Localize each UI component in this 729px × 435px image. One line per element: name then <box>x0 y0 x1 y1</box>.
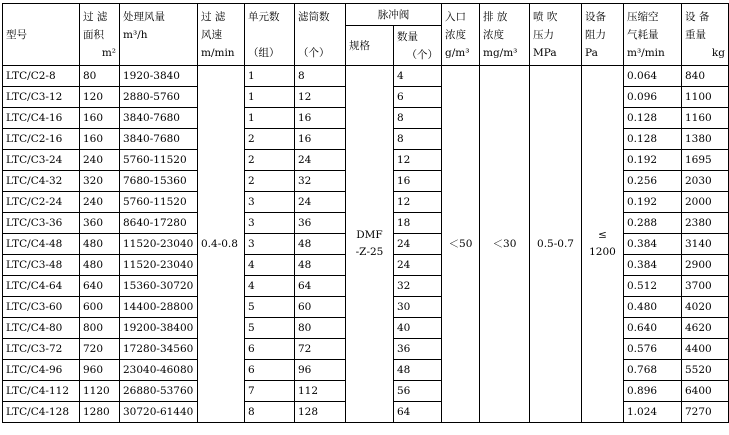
header-air-volume: 处理风量 m³/h <box>120 4 198 66</box>
cell-bags: 48 <box>295 234 346 255</box>
cell-air-consumption: 0.128 <box>624 129 682 150</box>
cell-pulse-qty: 24 <box>394 234 442 255</box>
cell-resistance: ≤ 1200 <box>582 66 624 423</box>
cell-air-volume: 3840-7680 <box>120 129 198 150</box>
cell-units: 3 <box>245 234 295 255</box>
cell-spray-pressure: 0.5-0.7 <box>530 66 582 423</box>
cell-weight: 1695 <box>682 150 729 171</box>
cell-air-consumption: 0.192 <box>624 192 682 213</box>
cell-weight: 3140 <box>682 234 729 255</box>
table-header <box>3 4 729 66</box>
cell-weight: 3700 <box>682 276 729 297</box>
cell-air-volume: 5760-11520 <box>120 192 198 213</box>
cell-air-volume: 8640-17280 <box>120 213 198 234</box>
cell-model: LTC/C4-80 <box>3 318 80 339</box>
cell-air-volume: 2880-5760 <box>120 87 198 108</box>
cell-pulse-qty: 56 <box>394 381 442 402</box>
cell-air-consumption: 0.192 <box>624 150 682 171</box>
cell-air-consumption: 0.064 <box>624 66 682 87</box>
cell-pulse-qty: 12 <box>394 192 442 213</box>
cell-bags: 16 <box>295 108 346 129</box>
cell-weight: 4400 <box>682 339 729 360</box>
cell-filter-area: 600 <box>80 297 120 318</box>
cell-air-consumption: 0.096 <box>624 87 682 108</box>
header-spray-pressure: 喷 吹 压力 MPa <box>530 4 582 66</box>
cell-filter-area: 1280 <box>80 402 120 423</box>
cell-air-volume: 11520-23040 <box>120 234 198 255</box>
cell-pulse-qty: 30 <box>394 297 442 318</box>
header-weight: 设 备 重量 kg <box>682 4 729 66</box>
header-resistance: 设备 阻力 Pa <box>582 4 624 66</box>
header-pulse-qty: 数量 （个） <box>394 26 442 66</box>
cell-filter-area: 160 <box>80 108 120 129</box>
cell-bags: 24 <box>295 192 346 213</box>
cell-model: LTC/C4-112 <box>3 381 80 402</box>
cell-weight: 6400 <box>682 381 729 402</box>
cell-units: 4 <box>245 255 295 276</box>
cell-filter-area: 720 <box>80 339 120 360</box>
cell-model: LTC/C4-96 <box>3 360 80 381</box>
cell-air-volume: 19200-38400 <box>120 318 198 339</box>
cell-units: 2 <box>245 171 295 192</box>
cell-filter-area: 240 <box>80 150 120 171</box>
cell-air-volume: 11520-23040 <box>120 255 198 276</box>
cell-bags: 16 <box>295 129 346 150</box>
cell-pulse-qty: 64 <box>394 402 442 423</box>
cell-units: 6 <box>245 360 295 381</box>
cell-model: LTC/C4-64 <box>3 276 80 297</box>
cell-air-volume: 15360-30720 <box>120 276 198 297</box>
cell-bags: 112 <box>295 381 346 402</box>
cell-pulse-qty: 16 <box>394 171 442 192</box>
cell-model: LTC/C2-24 <box>3 192 80 213</box>
cell-air-volume: 17280-34560 <box>120 339 198 360</box>
cell-air-volume: 14400-28800 <box>120 297 198 318</box>
cell-air-consumption: 0.480 <box>624 297 682 318</box>
cell-units: 1 <box>245 108 295 129</box>
cell-air-consumption: 0.896 <box>624 381 682 402</box>
cell-units: 6 <box>245 339 295 360</box>
cell-filter-area: 960 <box>80 360 120 381</box>
cell-model: LTC/C3-60 <box>3 297 80 318</box>
cell-bags: 72 <box>295 339 346 360</box>
cell-units: 3 <box>245 213 295 234</box>
cell-model: LTC/C3-12 <box>3 87 80 108</box>
cell-weight: 1100 <box>682 87 729 108</box>
cell-weight: 1380 <box>682 129 729 150</box>
cell-bags: 32 <box>295 171 346 192</box>
cell-weight: 2380 <box>682 213 729 234</box>
cell-bags: 64 <box>295 276 346 297</box>
cell-filter-speed: 0.4-0.8 <box>198 66 245 423</box>
cell-units: 7 <box>245 381 295 402</box>
cell-units: 4 <box>245 276 295 297</box>
cell-bags: 96 <box>295 360 346 381</box>
cell-air-volume: 5760-11520 <box>120 150 198 171</box>
cell-model: LTC/C2-16 <box>3 129 80 150</box>
header-air-consumption: 压缩空 气耗量 m³/min <box>624 4 682 66</box>
cell-air-consumption: 0.128 <box>624 108 682 129</box>
cell-air-consumption: 0.768 <box>624 360 682 381</box>
cell-air-consumption: 0.384 <box>624 255 682 276</box>
cell-units: 2 <box>245 150 295 171</box>
cell-units: 5 <box>245 318 295 339</box>
cell-units: 2 <box>245 129 295 150</box>
cell-units: 3 <box>245 192 295 213</box>
cell-air-consumption: 0.576 <box>624 339 682 360</box>
cell-weight: 2000 <box>682 192 729 213</box>
cell-pulse-qty: 48 <box>394 360 442 381</box>
cell-filter-area: 120 <box>80 87 120 108</box>
cell-air-volume: 26880-53760 <box>120 381 198 402</box>
cell-bags: 24 <box>295 150 346 171</box>
cell-air-consumption: 1.024 <box>624 402 682 423</box>
cell-pulse-qty: 12 <box>394 150 442 171</box>
cell-emission: ＜30 <box>480 66 530 423</box>
header-inlet: 入口 浓度 g/m³ <box>442 4 480 66</box>
cell-filter-area: 480 <box>80 255 120 276</box>
cell-air-volume: 23040-46080 <box>120 360 198 381</box>
cell-weight: 5520 <box>682 360 729 381</box>
header-model: 型号 <box>3 4 80 66</box>
cell-model: LTC/C3-48 <box>3 255 80 276</box>
cell-bags: 80 <box>295 318 346 339</box>
cell-weight: 1160 <box>682 108 729 129</box>
cell-bags: 36 <box>295 213 346 234</box>
cell-units: 8 <box>245 402 295 423</box>
table-row <box>3 66 729 87</box>
cell-pulse-spec: DMF -Z-25 <box>346 66 394 423</box>
cell-filter-area: 80 <box>80 66 120 87</box>
cell-pulse-qty: 24 <box>394 255 442 276</box>
header-filter-area: 过 滤 面积 m² <box>80 4 120 66</box>
cell-filter-area: 240 <box>80 192 120 213</box>
cell-bags: 128 <box>295 402 346 423</box>
cell-pulse-qty: 18 <box>394 213 442 234</box>
cell-inlet: ＜50 <box>442 66 480 423</box>
cell-air-volume: 1920-3840 <box>120 66 198 87</box>
cell-filter-area: 480 <box>80 234 120 255</box>
cell-units: 1 <box>245 66 295 87</box>
table-body <box>3 66 729 423</box>
cell-bags: 60 <box>295 297 346 318</box>
spec-table <box>2 3 729 423</box>
cell-model: LTC/C2-8 <box>3 66 80 87</box>
cell-pulse-qty: 32 <box>394 276 442 297</box>
cell-pulse-qty: 6 <box>394 87 442 108</box>
cell-bags: 48 <box>295 255 346 276</box>
cell-weight: 4020 <box>682 297 729 318</box>
header-filter-speed: 过 滤 风速 m/min <box>198 4 245 66</box>
header-pulse-spec: 规格 <box>346 26 394 66</box>
header-pulse-valve: 脉冲阀 <box>346 4 442 26</box>
header-emission: 排 放 浓度 mg/m³ <box>480 4 530 66</box>
cell-air-consumption: 0.256 <box>624 171 682 192</box>
header-bags: 滤筒数 （个） <box>295 4 346 66</box>
cell-weight: 2900 <box>682 255 729 276</box>
cell-air-volume: 30720-61440 <box>120 402 198 423</box>
cell-filter-area: 360 <box>80 213 120 234</box>
cell-pulse-qty: 4 <box>394 66 442 87</box>
cell-filter-area: 640 <box>80 276 120 297</box>
cell-bags: 12 <box>295 87 346 108</box>
cell-bags: 8 <box>295 66 346 87</box>
cell-filter-area: 160 <box>80 129 120 150</box>
cell-units: 1 <box>245 87 295 108</box>
cell-air-consumption: 0.288 <box>624 213 682 234</box>
cell-weight: 2030 <box>682 171 729 192</box>
cell-model: LTC/C4-128 <box>3 402 80 423</box>
cell-weight: 840 <box>682 66 729 87</box>
cell-filter-area: 320 <box>80 171 120 192</box>
cell-air-volume: 3840-7680 <box>120 108 198 129</box>
cell-pulse-qty: 40 <box>394 318 442 339</box>
cell-filter-area: 800 <box>80 318 120 339</box>
cell-air-consumption: 0.512 <box>624 276 682 297</box>
cell-pulse-qty: 8 <box>394 108 442 129</box>
cell-model: LTC/C4-32 <box>3 171 80 192</box>
cell-model: LTC/C4-48 <box>3 234 80 255</box>
cell-air-volume: 7680-15360 <box>120 171 198 192</box>
cell-pulse-qty: 8 <box>394 129 442 150</box>
cell-air-consumption: 0.640 <box>624 318 682 339</box>
cell-model: LTC/C4-16 <box>3 108 80 129</box>
cell-weight: 4620 <box>682 318 729 339</box>
cell-model: LTC/C3-72 <box>3 339 80 360</box>
cell-model: LTC/C3-24 <box>3 150 80 171</box>
header-units: 单元数 （组） <box>245 4 295 66</box>
cell-air-consumption: 0.384 <box>624 234 682 255</box>
cell-weight: 7270 <box>682 402 729 423</box>
cell-units: 5 <box>245 297 295 318</box>
cell-pulse-qty: 36 <box>394 339 442 360</box>
cell-filter-area: 1120 <box>80 381 120 402</box>
cell-model: LTC/C3-36 <box>3 213 80 234</box>
